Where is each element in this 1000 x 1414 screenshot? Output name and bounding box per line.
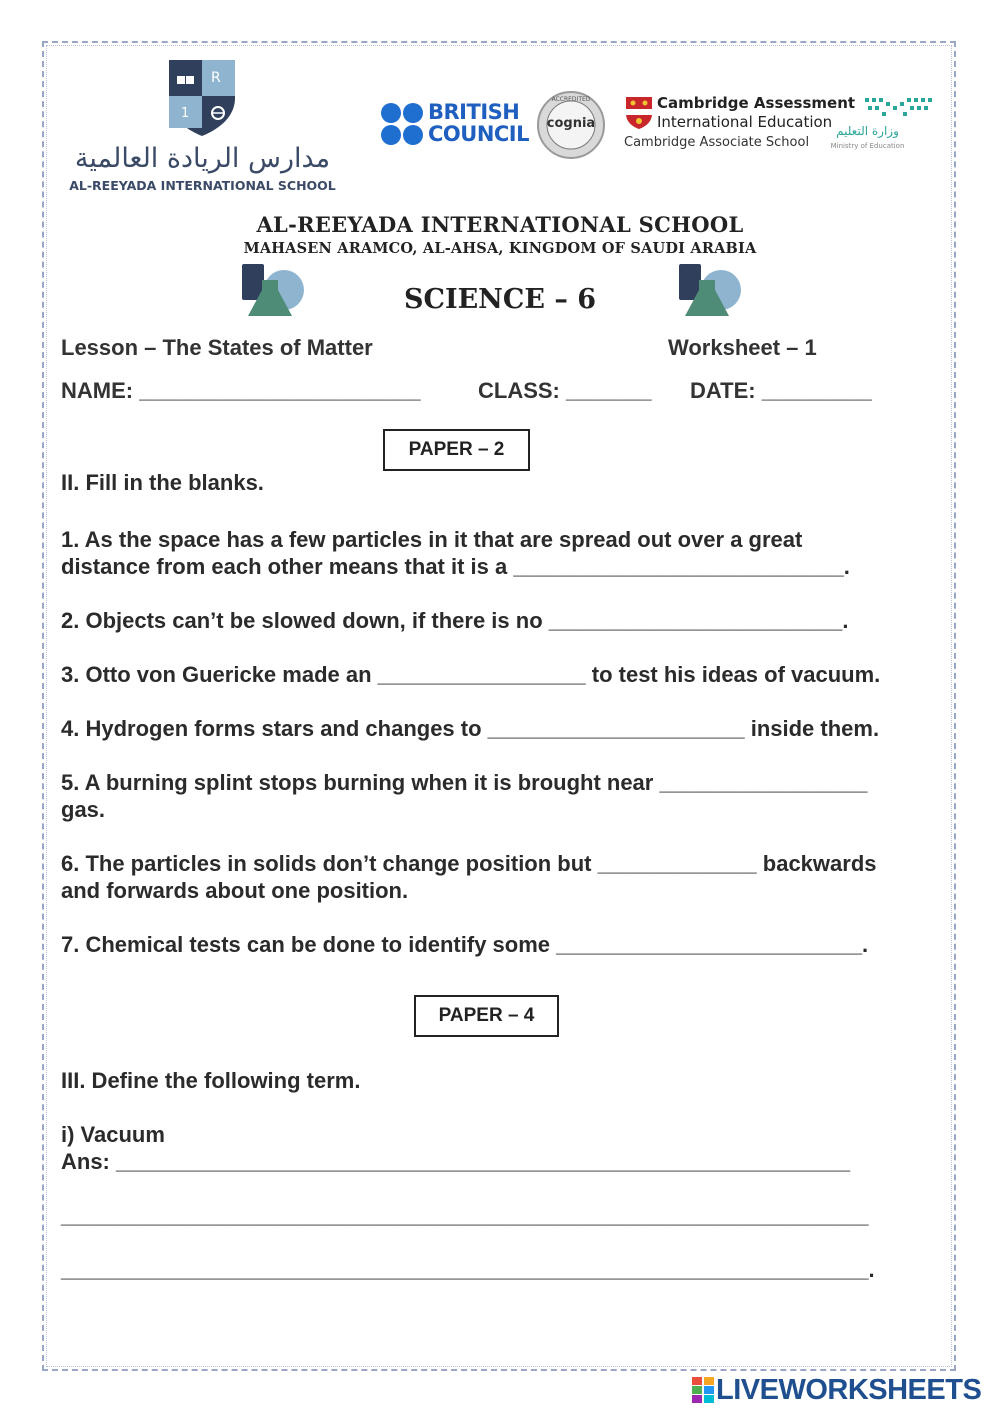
liveworksheets-watermark xyxy=(692,1374,992,1408)
ministry-logo xyxy=(830,96,938,156)
cambridge-line3: Cambridge Associate School xyxy=(624,135,810,150)
answer-blank-line-2[interactable]: __________________________________________________________________. xyxy=(61,1257,875,1282)
cognia-text: cognia xyxy=(546,116,596,131)
school-logo-letter-1: 1 xyxy=(181,106,190,121)
question-6-line1[interactable]: 6. The particles in solids don’t change position but _____________ backwards xyxy=(61,851,877,876)
school-english-name: AL-REEYADA INTERNATIONAL SCHOOL xyxy=(69,178,336,193)
question-1-line1: 1. As the space has a few particles in it that are spread out over a great xyxy=(61,527,803,552)
question-5-line1[interactable]: 5. A burning splint stops burning when it is brought near _________________ xyxy=(61,770,868,795)
answer-line[interactable]: Ans: ____________________________________________________________ xyxy=(61,1149,851,1174)
school-logo-letter-r: R xyxy=(211,70,221,86)
school-shield-icon xyxy=(167,58,237,138)
answer-blank-line-1[interactable]: __________________________________________________________________ xyxy=(61,1203,869,1228)
question-5-line2: gas. xyxy=(61,797,106,822)
question-2[interactable]: 2. Objects can’t be slowed down, if there is no ________________________. xyxy=(61,608,849,633)
worksheet-number: Worksheet – 1 xyxy=(668,335,817,360)
ministry-english: Ministry of Education xyxy=(830,142,905,150)
class-field[interactable]: CLASS: _______ xyxy=(478,378,652,403)
school-title: AL-REEYADA INTERNATIONAL SCHOOL xyxy=(256,212,744,237)
section-3-title: III. Define the following term. xyxy=(61,1068,361,1093)
section-2-title: II. Fill in the blanks. xyxy=(61,470,264,495)
cambridge-logo xyxy=(624,94,856,154)
british-council-dots-icon xyxy=(380,102,424,146)
name-field[interactable]: NAME: _______________________ xyxy=(61,378,421,403)
school-address: MAHASEN ARAMCO, AL-AHSA, KINGDOM OF SAUDI ARABIA xyxy=(243,240,757,257)
british-council-line2: COUNCIL xyxy=(428,122,529,146)
cambridge-shield-icon xyxy=(625,96,653,130)
subject-title: SCIENCE – 6 xyxy=(403,284,597,315)
paper-4-label: PAPER – 4 xyxy=(414,995,559,1037)
cognia-seal xyxy=(536,90,606,160)
ministry-arabic: وزارة التعليم xyxy=(836,124,899,138)
british-council-logo xyxy=(380,100,530,150)
question-6-line2: and forwards about one position. xyxy=(61,878,409,903)
liveworksheets-text: LIVEWORKSHEETS xyxy=(716,1374,982,1406)
question-7[interactable]: 7. Chemical tests can be done to identify some _________________________. xyxy=(61,932,869,957)
lesson-title: Lesson – The States of Matter xyxy=(61,335,373,360)
question-4[interactable]: 4. Hydrogen forms stars and changes to _____________________ inside them. xyxy=(61,716,880,741)
ministry-dots-icon xyxy=(865,96,935,122)
paper-2-label: PAPER – 2 xyxy=(383,429,530,471)
question-1-line2[interactable]: distance from each other means that it is a ___________________________. xyxy=(61,554,850,579)
british-council-line1: BRITISH xyxy=(428,100,520,124)
cognia-ring-text: ACCREDITED xyxy=(551,96,591,103)
term-vacuum: i) Vacuum xyxy=(61,1122,165,1147)
question-3[interactable]: 3. Otto von Guericke made an _________________ to test his ideas of vacuum. xyxy=(61,662,881,687)
school-arabic-name: مدارس الريادة العالمية xyxy=(74,143,331,174)
liveworksheets-logo-icon xyxy=(692,1377,714,1403)
date-field[interactable]: DATE: _________ xyxy=(690,378,872,403)
cambridge-line1: Cambridge Assessment xyxy=(657,94,856,112)
school-logo xyxy=(60,58,345,198)
cambridge-line2: International Education xyxy=(657,113,833,131)
